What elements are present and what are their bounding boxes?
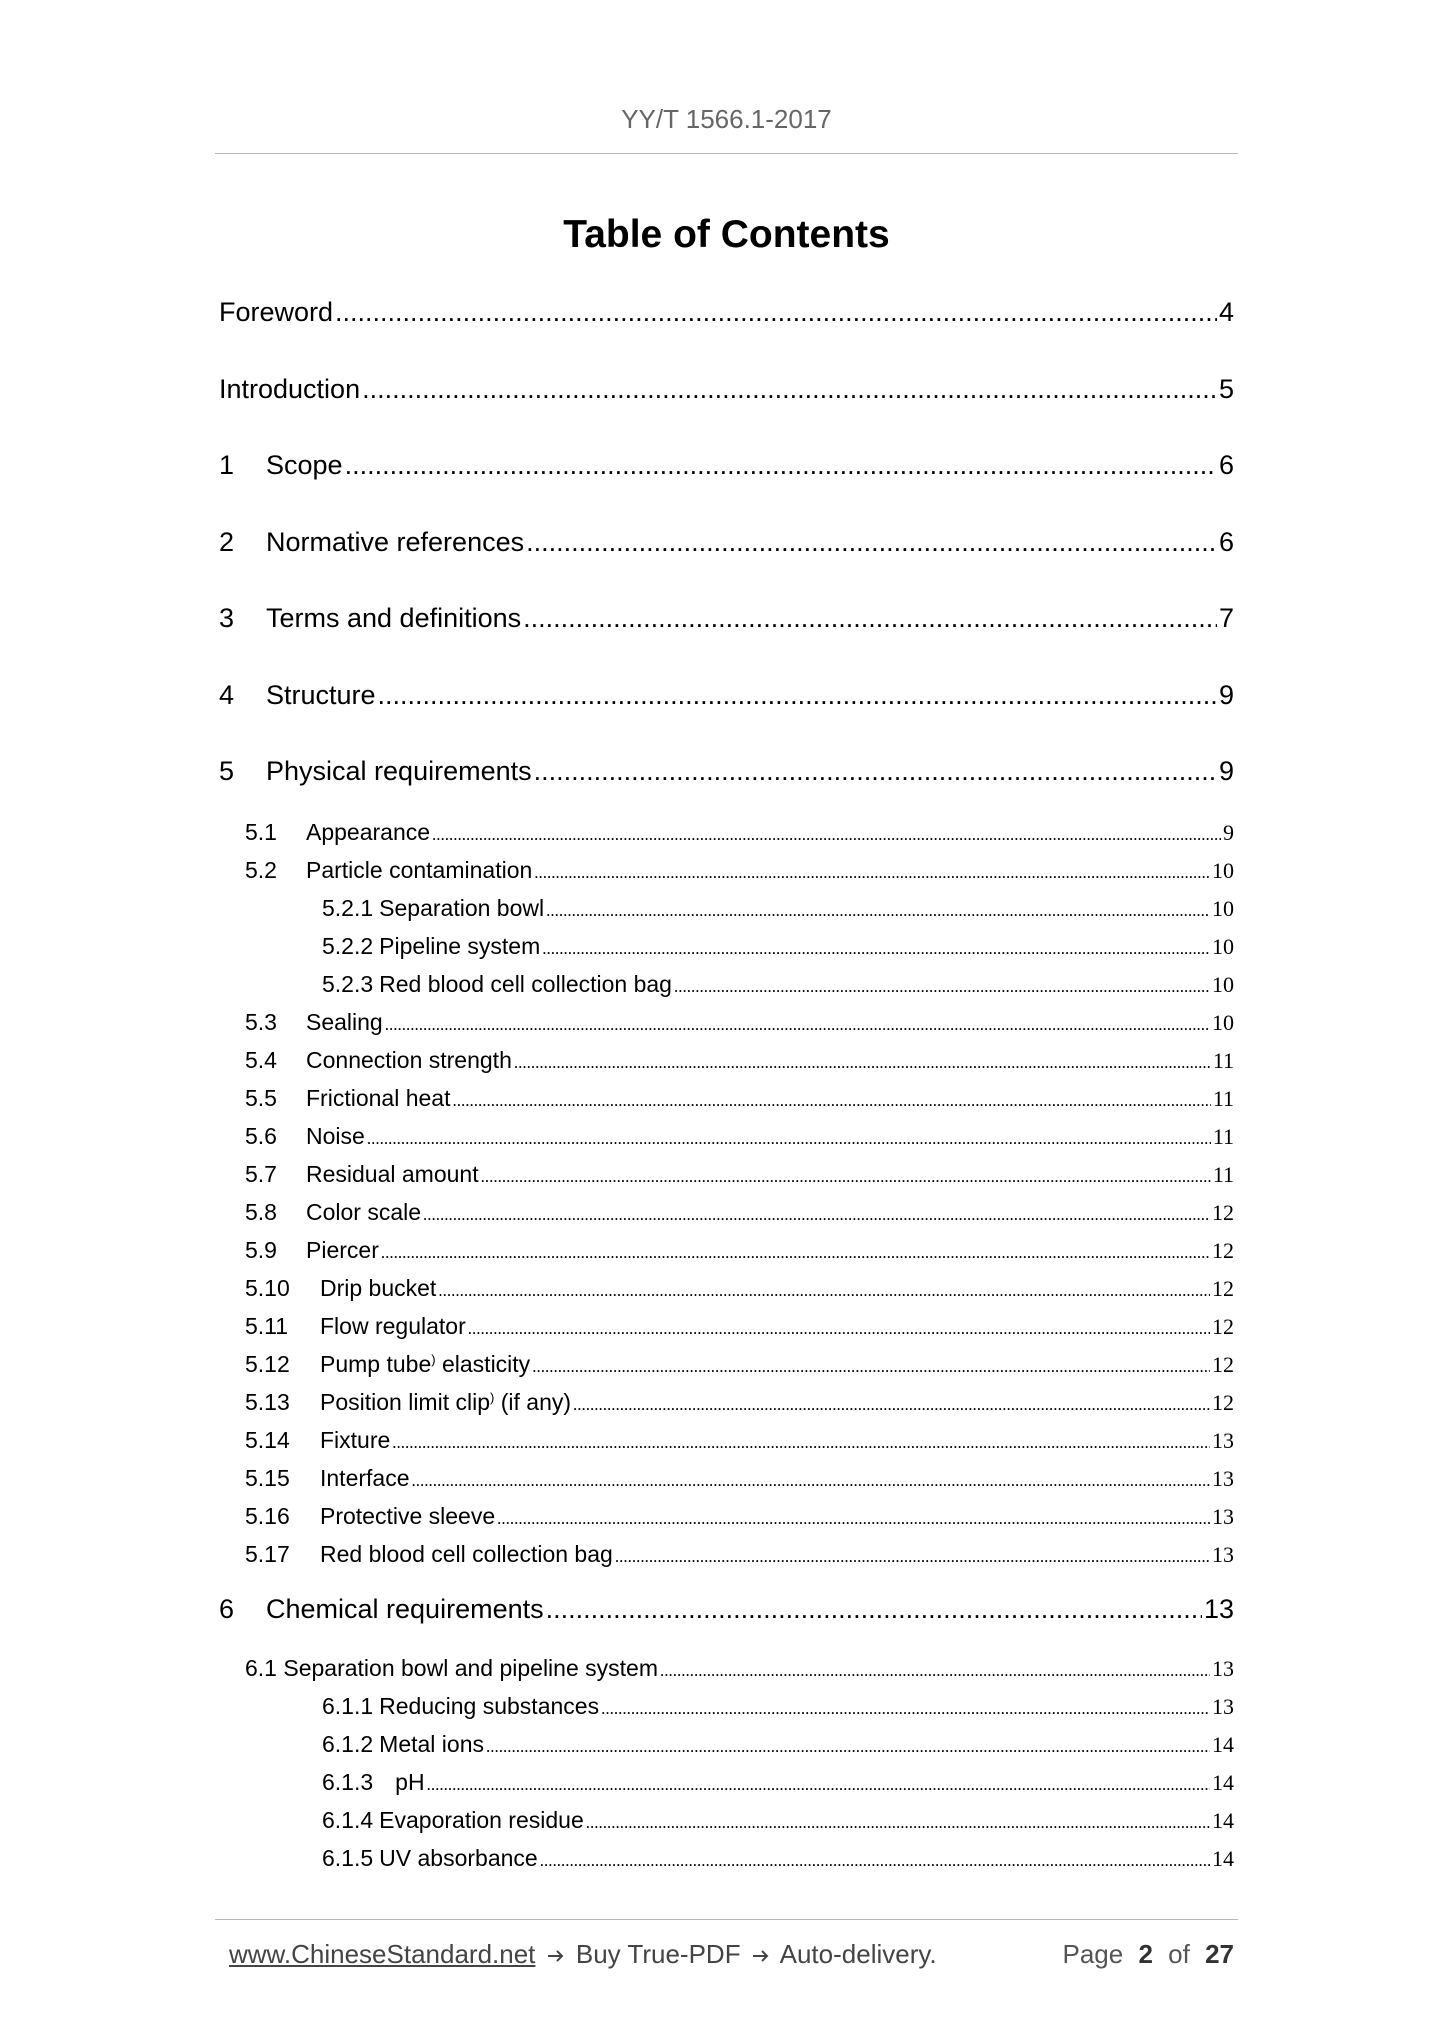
toc-page-number: 10 <box>1212 858 1234 883</box>
page-indicator <box>1062 1939 1234 1970</box>
toc-page-number: 13 <box>1203 1594 1234 1624</box>
toc-entry-foreword[interactable] <box>219 297 1234 328</box>
toc-label: Appearance <box>306 819 431 845</box>
toc-page-number: 9 <box>1218 680 1234 710</box>
dot-leader <box>345 450 1217 481</box>
toc-entry-5-16[interactable] <box>245 1503 1234 1530</box>
toc-label: Residual amount <box>306 1161 479 1187</box>
toc-page-number: 13 <box>1212 1542 1234 1567</box>
dot-leader <box>438 1281 1210 1301</box>
dot-leader <box>481 1167 1211 1187</box>
toc-page-number: 7 <box>1218 603 1234 633</box>
toc-entry-introduction[interactable] <box>219 374 1234 405</box>
toc-label: Evaporation residue <box>379 1807 584 1833</box>
toc-page-number: 10 <box>1212 972 1234 997</box>
toc-label: Frictional heat <box>306 1085 451 1111</box>
toc-number: 6 <box>219 1594 235 1624</box>
toc-label: 6.1 Separation bowl and pipeline system <box>245 1655 658 1681</box>
toc-entry-5-2-1[interactable] <box>322 895 1234 922</box>
toc-label: Normative references <box>266 527 525 557</box>
toc-label: Pipeline system <box>379 933 541 959</box>
toc-entry-5-1[interactable] <box>245 819 1234 846</box>
toc-label <box>320 1351 530 1378</box>
superscript-mark: ) <box>431 1352 436 1367</box>
toc-page-number: 13 <box>1212 1466 1234 1491</box>
toc-number: 5.14 <box>245 1427 290 1453</box>
toc-number: 6.1.1 <box>322 1693 374 1719</box>
dot-leader <box>392 1433 1210 1453</box>
dot-leader <box>362 374 1217 405</box>
toc-page-number: 12 <box>1212 1200 1234 1225</box>
toc-number: 5.1 <box>245 819 277 845</box>
toc-number: 5.9 <box>245 1237 277 1263</box>
page-title: Table of Contents <box>563 213 890 256</box>
toc-label-main: Position limit clip <box>320 1389 490 1415</box>
toc-label: UV absorbance <box>379 1845 538 1871</box>
toc-label: Structure <box>266 680 376 710</box>
footer-divider <box>215 1919 1238 1920</box>
toc-entry-5-4[interactable] <box>245 1047 1234 1074</box>
dot-leader <box>586 1813 1210 1833</box>
dot-leader <box>385 1015 1210 1035</box>
toc-entry-5-10[interactable] <box>245 1275 1234 1302</box>
dot-leader <box>532 1357 1210 1377</box>
toc-entry-5-11[interactable] <box>245 1313 1234 1340</box>
current-page-number: 2 <box>1138 1939 1153 1969</box>
dot-leader <box>486 1737 1210 1757</box>
toc-number: 5.5 <box>245 1085 277 1111</box>
dot-leader <box>542 939 1210 959</box>
toc-number: 5.17 <box>245 1541 290 1567</box>
toc-number: 6.1.4 <box>322 1807 374 1833</box>
toc-number: 5.2.2 <box>322 933 374 959</box>
toc-entry-5-2[interactable] <box>245 857 1234 884</box>
toc-label: Reducing substances <box>379 1693 600 1719</box>
toc-label: Noise <box>306 1123 365 1149</box>
toc-page-number: 14 <box>1212 1770 1234 1795</box>
toc-page-number: 4 <box>1218 297 1234 327</box>
toc-number: 4 <box>219 680 235 710</box>
toc-label: Sealing <box>306 1009 383 1035</box>
toc-label: Separation bowl <box>379 895 545 921</box>
toc-page-number: 13 <box>1212 1694 1234 1719</box>
dot-leader <box>534 863 1210 883</box>
toc-entry-scope[interactable] <box>219 450 1234 481</box>
toc-page-number: 12 <box>1212 1276 1234 1301</box>
toc-label: Fixture <box>320 1427 391 1453</box>
toc-page-number: 13 <box>1212 1428 1234 1453</box>
toc-label: Flow regulator <box>320 1313 466 1339</box>
chinesestandard-link[interactable]: www.ChineseStandard.net <box>229 1939 536 1969</box>
toc-label-suffix: (if any) <box>494 1389 572 1415</box>
toc-number: 5.13 <box>245 1389 290 1415</box>
toc-entry-terms-and-definitions[interactable] <box>219 603 1234 634</box>
dot-leader <box>381 1243 1210 1263</box>
dot-leader <box>423 1205 1210 1225</box>
toc-entry-5-2-2[interactable] <box>322 933 1234 960</box>
total-page-count: 27 <box>1205 1939 1234 1969</box>
toc-label: Chemical requirements <box>266 1594 544 1624</box>
toc-number: 5.11 <box>245 1313 289 1339</box>
toc-entry-chemical-requirements[interactable] <box>219 1594 1234 1625</box>
dot-leader <box>452 1091 1210 1111</box>
toc-label: Piercer <box>306 1237 379 1263</box>
dot-leader <box>674 977 1210 997</box>
dot-leader <box>468 1319 1210 1339</box>
toc-number: 5.12 <box>245 1351 290 1377</box>
toc-entry-structure[interactable] <box>219 680 1234 711</box>
arrow-right-icon <box>547 1949 565 1963</box>
toc-page-number: 14 <box>1212 1808 1234 1833</box>
dot-leader <box>546 1594 1202 1625</box>
toc-entry-6-1-2[interactable] <box>322 1731 1234 1758</box>
toc-page-number: 12 <box>1212 1352 1234 1377</box>
toc-number: 5.2 <box>245 857 277 883</box>
toc-number: 5.7 <box>245 1161 277 1187</box>
dot-leader <box>540 1851 1210 1871</box>
toc-page-number: 11 <box>1212 1124 1234 1149</box>
toc-number: 5.10 <box>245 1275 290 1301</box>
toc-entry-physical-requirements[interactable] <box>219 756 1234 787</box>
toc-entry-5-3[interactable] <box>245 1009 1234 1036</box>
toc-entry-5-14[interactable] <box>245 1427 1234 1454</box>
toc-number: 1 <box>219 450 235 480</box>
toc-entry-5-7[interactable] <box>245 1161 1234 1188</box>
toc-page-number: 14 <box>1212 1846 1234 1871</box>
toc-page-number: 6 <box>1218 450 1234 480</box>
toc-label: Terms and definitions <box>266 603 522 633</box>
toc-page-number: 11 <box>1212 1086 1234 1111</box>
dot-leader <box>573 1395 1210 1415</box>
toc-page-number: 10 <box>1212 934 1234 959</box>
arrow-right-icon <box>752 1949 770 1963</box>
toc-number: 5.4 <box>245 1047 277 1073</box>
toc-number: 5.6 <box>245 1123 277 1149</box>
dot-leader <box>432 825 1221 845</box>
toc-page-number: 10 <box>1212 1010 1234 1035</box>
toc-label-main: Pump tube <box>320 1351 432 1377</box>
dot-leader <box>601 1699 1210 1719</box>
of-word: of <box>1168 1939 1190 1969</box>
toc-label: pH <box>395 1769 425 1795</box>
toc-entry-5-17[interactable] <box>245 1541 1234 1568</box>
buy-true-pdf-text: Buy True-PDF <box>575 1939 741 1969</box>
page-word: Page <box>1062 1939 1124 1969</box>
dot-leader <box>534 756 1217 787</box>
toc-label: Foreword <box>219 297 334 327</box>
toc-number: 5.3 <box>245 1009 277 1035</box>
toc-entry-5-12[interactable] <box>245 1351 1234 1378</box>
toc-number: 6.1.5 <box>322 1845 374 1871</box>
toc-number: 5.15 <box>245 1465 290 1491</box>
toc-entry-normative-references[interactable] <box>219 527 1234 558</box>
toc-label: Physical requirements <box>266 756 532 786</box>
toc-number: 5 <box>219 756 235 786</box>
toc-page-number: 12 <box>1212 1238 1234 1263</box>
toc-entry-5-15[interactable] <box>245 1465 1234 1492</box>
toc-number: 2 <box>219 527 235 557</box>
toc-label: Interface <box>320 1465 410 1491</box>
toc-entry-5-2-3[interactable] <box>322 971 1234 998</box>
dot-leader <box>660 1661 1210 1681</box>
toc-page-number: 12 <box>1212 1390 1234 1415</box>
toc-page-number: 5 <box>1218 374 1234 404</box>
toc-number: 5.2.1 <box>322 895 374 921</box>
toc-label: Red blood cell collection bag <box>320 1541 613 1567</box>
toc-label: Red blood cell collection bag <box>379 971 672 997</box>
toc-label <box>320 1389 571 1416</box>
toc-label: Introduction <box>219 374 361 404</box>
toc-label: Metal ions <box>379 1731 484 1757</box>
toc-label: Connection strength <box>306 1047 512 1073</box>
toc-page-number: 14 <box>1212 1732 1234 1757</box>
toc-entry-6-1-3[interactable] <box>322 1769 1234 1796</box>
toc-entry-5-9[interactable] <box>245 1237 1234 1264</box>
toc-page-number: 11 <box>1212 1048 1234 1073</box>
dot-leader <box>335 297 1217 328</box>
toc-page-number: 13 <box>1212 1656 1234 1681</box>
toc-page-number: 9 <box>1218 756 1234 786</box>
toc-entry-5-5[interactable] <box>245 1085 1234 1112</box>
toc-page-number: 10 <box>1212 896 1234 921</box>
toc-number: 5.2.3 <box>322 971 374 997</box>
superscript-mark: ) <box>490 1390 495 1405</box>
dot-leader <box>526 527 1217 558</box>
toc-label: Color scale <box>306 1199 422 1225</box>
toc-page-number: 11 <box>1212 1162 1234 1187</box>
toc-number: 6.1.2 <box>322 1731 374 1757</box>
toc-entry-6-1-5[interactable] <box>322 1845 1234 1872</box>
dot-leader <box>497 1509 1210 1529</box>
toc-entry-5-13[interactable] <box>245 1389 1234 1416</box>
toc-label: Scope <box>266 450 343 480</box>
dot-leader <box>514 1053 1211 1073</box>
toc-number: 5.8 <box>245 1199 277 1225</box>
toc-label: Drip bucket <box>320 1275 437 1301</box>
toc-entry-5-6[interactable] <box>245 1123 1234 1150</box>
dot-leader <box>523 603 1217 634</box>
toc-page-number: 12 <box>1212 1314 1234 1339</box>
toc-label-suffix: elasticity <box>435 1351 531 1377</box>
toc-entry-6-1[interactable] <box>245 1655 1234 1682</box>
dot-leader <box>546 901 1210 921</box>
toc-label: Particle contamination <box>306 857 533 883</box>
auto-delivery-text: Auto-delivery. <box>779 1939 937 1969</box>
toc-entry-6-1-1[interactable] <box>322 1693 1234 1720</box>
document-id-header: YY/T 1566.1-2017 <box>621 104 832 134</box>
toc-number: 6.1.3 <box>322 1769 374 1795</box>
toc-page-number: 9 <box>1223 820 1234 845</box>
dot-leader <box>378 680 1217 711</box>
footer-promo <box>229 1939 937 1970</box>
toc-entry-6-1-4[interactable] <box>322 1807 1234 1834</box>
toc-page-number: 6 <box>1218 527 1234 557</box>
dot-leader <box>427 1775 1210 1795</box>
dot-leader <box>412 1471 1211 1491</box>
dot-leader <box>615 1547 1210 1567</box>
dot-leader <box>367 1129 1211 1149</box>
toc-number: 3 <box>219 603 235 633</box>
toc-label: Protective sleeve <box>320 1503 496 1529</box>
toc-page-number: 13 <box>1212 1504 1234 1529</box>
toc-entry-5-8[interactable] <box>245 1199 1234 1226</box>
toc-number: 5.16 <box>245 1503 290 1529</box>
